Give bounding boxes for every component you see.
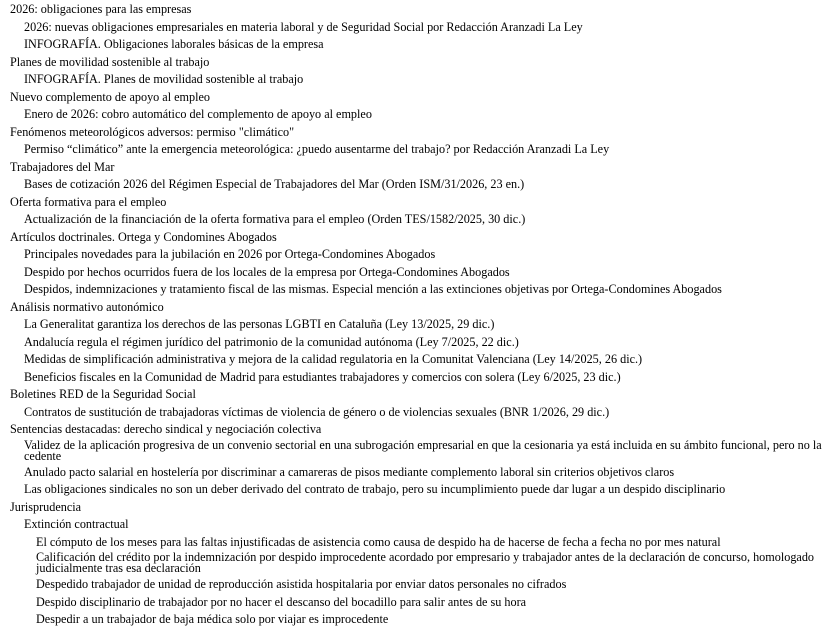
section-heading[interactable] [0, 90, 836, 108]
list-item[interactable] [0, 352, 836, 370]
list-item[interactable] [0, 437, 836, 465]
article-link[interactable]: Enero de 2026: cobro automático del complemento de apoyo al empleo [24, 107, 372, 121]
article-link[interactable]: Andalucía regula el régimen jurídico del patrimonio de la comunidad autónoma (Ley 7/2025, 22 dic.) [24, 334, 519, 349]
article-link[interactable]: Despedido trabajador de unidad de reproducción asistida hospitalaria por enviar datos personales no cifrados [36, 577, 567, 591]
article-link[interactable]: Permiso “climático” ante la emergencia meteorológica: ¿puedo ausentarme del trabajo? por Redacción Aranzadi La Ley [24, 142, 610, 156]
section-heading[interactable] [0, 230, 836, 248]
list-item[interactable] [0, 142, 836, 160]
article-link[interactable]: La Generalitat garantiza los derechos de las personas LGBTI en Cataluña (Ley 13/2025, 29 dic.) [24, 317, 495, 331]
list-item[interactable] [0, 577, 836, 595]
article-link[interactable]: Anulado pacto salarial en hostelería por discriminar a camareras de pisos mediante complemento laboral sin criterios objetivos claros [24, 464, 675, 479]
article-link[interactable]: Despidos, indemnizaciones y tratamiento fiscal de las mismas. Especial mención a las extinciones objetivas por Ortega-Condomines Abogados [24, 282, 722, 296]
article-link[interactable]: El cómputo de los meses para las faltas injustificadas de asistencia como causa de despido ha de hacerse de fecha a fecha no por mes natural [36, 534, 721, 549]
article-link[interactable]: Calificación del crédito por la indemnización por despido improcedente acordado por empresario y trabajador antes de la declaración de concurso, homologado judicialmente tras esa declaración [36, 550, 815, 575]
section-heading-link[interactable]: Oferta formativa para el empleo [10, 194, 167, 209]
article-link[interactable]: Bases de cotización 2026 del Régimen Especial de Trabajadores del Mar (Orden ISM/31/2026, 23 en.) [24, 177, 525, 191]
article-link[interactable]: Las obligaciones sindicales no son un deber derivado del contrato de trabajo, pero su incumplimiento puede dar lugar a un despido disciplinario [24, 482, 726, 496]
section-heading-link[interactable]: Artículos doctrinales. Ortega y Condomines Abogados [10, 229, 277, 244]
section-heading-link[interactable]: Boletines RED de la Seguridad Social [10, 387, 196, 401]
section-heading-link[interactable]: Análisis normativo autonómico [10, 299, 164, 314]
section-heading-link[interactable]: Planes de movilidad sostenible al trabajo [10, 54, 210, 69]
list-item[interactable] [0, 177, 836, 195]
list-item[interactable] [0, 107, 836, 125]
article-link[interactable]: Actualización de la financiación de la oferta formativa para el empleo (Orden TES/1582/2025, 30 dic.) [24, 212, 526, 226]
article-link[interactable]: Contratos de sustitución de trabajadoras víctimas de violencia de género o de violencias sexuales (BNR 1/2026, 29 dic.) [24, 404, 610, 419]
section-heading[interactable] [0, 2, 836, 20]
section-heading-link[interactable]: Fenómenos meteorológicos adversos: permiso "climático" [10, 124, 295, 139]
list-item[interactable] [0, 212, 836, 230]
list-item[interactable] [0, 317, 836, 335]
section-heading-link[interactable]: Sentencias destacadas: derecho sindical y negociación colectiva [10, 422, 322, 436]
list-item[interactable] [0, 335, 836, 353]
list-item[interactable] [0, 265, 836, 283]
article-link[interactable]: INFOGRAFÍA. Planes de movilidad sostenible al trabajo [24, 72, 304, 86]
list-item[interactable] [0, 595, 836, 613]
section-heading-link[interactable]: Trabajadores del Mar [10, 159, 115, 174]
section-heading[interactable] [0, 300, 836, 318]
article-link[interactable]: Beneficios fiscales en la Comunidad de Madrid para estudiantes trabajadores y comercios con solera (Ley 6/2025, 23 dic.) [24, 369, 621, 384]
list-item[interactable] [0, 282, 836, 300]
section-heading[interactable] [0, 422, 836, 440]
article-link[interactable]: 2026: nuevas obligaciones empresariales en materia laboral y de Seguridad Social por Redacción Aranzadi La Ley [24, 19, 583, 34]
section-heading[interactable] [0, 195, 836, 213]
list-item[interactable] [0, 37, 836, 55]
list-item[interactable] [0, 612, 836, 630]
article-link[interactable]: Validez de la aplicación progresiva de un convenio sectorial en una subrogación empresarial en que la cesionaria ya está incluida en su ámbito funcional, pero no la cedente [24, 437, 822, 463]
section-heading-link[interactable]: 2026: obligaciones para las empresas [10, 2, 192, 16]
section-heading[interactable] [0, 500, 836, 518]
article-link[interactable]: INFOGRAFÍA. Obligaciones laborales básicas de la empresa [24, 37, 324, 51]
subsection-heading[interactable] [0, 517, 836, 535]
section-heading-link[interactable]: Jurisprudencia [10, 499, 82, 514]
list-item[interactable] [0, 370, 836, 388]
section-heading[interactable] [0, 55, 836, 73]
section-heading[interactable] [0, 125, 836, 143]
list-item[interactable] [0, 20, 836, 38]
list-item[interactable] [0, 465, 836, 483]
list-item[interactable] [0, 482, 836, 500]
subsection-heading-link[interactable]: Extinción contractual [24, 517, 129, 531]
list-item[interactable] [0, 552, 836, 577]
article-link[interactable]: Despido por hechos ocurridos fuera de los locales de la empresa por Ortega-Condomines Abogados [24, 264, 510, 279]
section-heading-link[interactable]: Nuevo complemento de apoyo al empleo [10, 89, 211, 104]
article-link[interactable]: Medidas de simplificación administrativa y mejora de la calidad regulatoria en la Comunitat Valenciana (Ley 14/2025, 26 dic.) [24, 352, 643, 366]
article-link[interactable]: Principales novedades para la jubilación en 2026 por Ortega-Condomines Abogados [24, 247, 436, 261]
list-item[interactable] [0, 72, 836, 90]
section-heading[interactable] [0, 160, 836, 178]
article-link[interactable]: Despido disciplinario de trabajador por no hacer el descanso del bocadillo para salir antes de su hora [36, 594, 527, 609]
list-item[interactable] [0, 405, 836, 423]
section-heading[interactable] [0, 387, 836, 405]
article-link[interactable]: Despedir a un trabajador de baja médica solo por viajar es improcedente [36, 612, 389, 626]
list-item[interactable] [0, 247, 836, 265]
